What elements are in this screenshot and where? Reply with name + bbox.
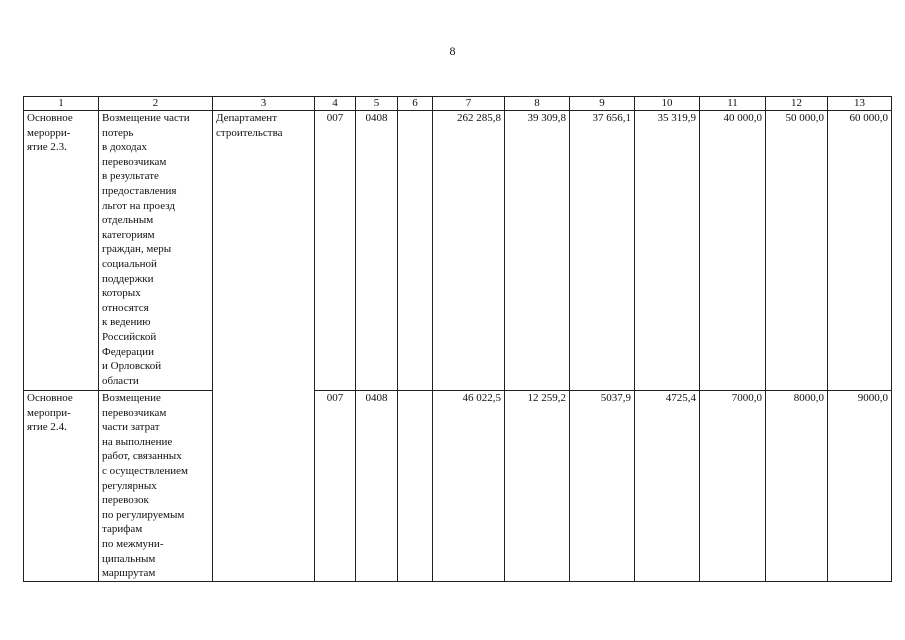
column-header: 13 [828,97,892,111]
department-cell [213,111,315,582]
description-line: регулярных [102,479,157,492]
column-header: 4 [315,97,356,111]
cell-col11: 7000,0 [700,391,766,582]
description-line: по межмуни- [102,537,164,550]
cell-col9: 37 656,1 [570,111,635,391]
column-header: 2 [99,97,213,111]
description-line: Возмещение части [102,112,190,124]
description-line: предоставления [102,184,177,197]
cell-col12: 8000,0 [766,391,828,582]
description-line: на выполнение [102,435,173,448]
cell-col4: 007 [315,111,356,391]
column-header: 7 [433,97,505,111]
cell-col13: 60 000,0 [828,111,892,391]
activity-cell [24,111,99,391]
description-line: области [102,374,139,387]
description-line: Федерации [102,345,154,358]
department-line: Департамент [216,112,278,124]
cell-col10: 35 319,9 [635,111,700,391]
activity-line: ятие 2.4. [27,421,67,434]
column-header: 3 [213,97,315,111]
header-row [24,97,892,111]
column-header: 11 [700,97,766,111]
cell-col8: 39 309,8 [505,111,570,391]
cell-col9: 5037,9 [570,391,635,582]
description-line: перевозок [102,494,149,507]
description-line: в доходах [102,141,148,154]
description-line: тарифам [102,523,143,536]
cell-col11: 40 000,0 [700,111,766,391]
page-number: 8 [449,44,456,58]
budget-table [23,96,892,582]
description-line: льгот на проезд [102,199,175,212]
description-cell [99,111,213,391]
description-line: социальной [102,257,157,270]
description-line: категориям [102,228,155,241]
column-header: 10 [635,97,700,111]
activity-line: Основное [27,392,73,404]
description-line: перевозчикам [102,155,167,168]
description-line: и Орловской [102,360,162,373]
description-line: относятся [102,301,149,314]
department-line: строительства [216,126,283,139]
column-header: 5 [356,97,398,111]
activity-line: мероpри- [27,126,71,139]
description-line: потерь [102,126,134,139]
description-line: отдельным [102,214,154,227]
cell-col12: 50 000,0 [766,111,828,391]
cell-col5: 0408 [356,111,398,391]
table-row [24,111,892,391]
description-line: части затрат [102,421,160,434]
cell-col7: 46 022,5 [433,391,505,582]
cell-col7: 262 285,8 [433,111,505,391]
description-line: Российской [102,330,157,343]
description-line: с осуществлением [102,464,188,477]
description-line: работ, связанных [102,450,182,463]
activity-line: ятие 2.3. [27,141,67,154]
activity-line: меропри- [27,406,71,419]
column-header: 1 [24,97,99,111]
description-line: по регулируемым [102,508,185,521]
column-header: 8 [505,97,570,111]
description-line: в результате [102,170,159,183]
description-line: маршрутам [102,567,156,580]
column-header: 9 [570,97,635,111]
cell-col13: 9000,0 [828,391,892,582]
description-line: граждан, меры [102,243,172,256]
description-line: к ведению [102,316,151,329]
description-line: перевозчикам [102,406,167,419]
cell-col6 [398,111,433,391]
cell-col4: 007 [315,391,356,582]
description-cell [99,391,213,582]
description-line: поддержки [102,272,154,285]
description-line: Возмещение [102,392,161,404]
cell-col8: 12 259,2 [505,391,570,582]
column-header: 12 [766,97,828,111]
activity-cell [24,391,99,582]
cell-col6 [398,391,433,582]
column-header: 6 [398,97,433,111]
cell-col10: 4725,4 [635,391,700,582]
cell-col5: 0408 [356,391,398,582]
table-row [24,391,892,582]
description-line: ципальным [102,552,156,565]
description-line: которых [102,287,141,300]
activity-line: Основное [27,112,73,124]
